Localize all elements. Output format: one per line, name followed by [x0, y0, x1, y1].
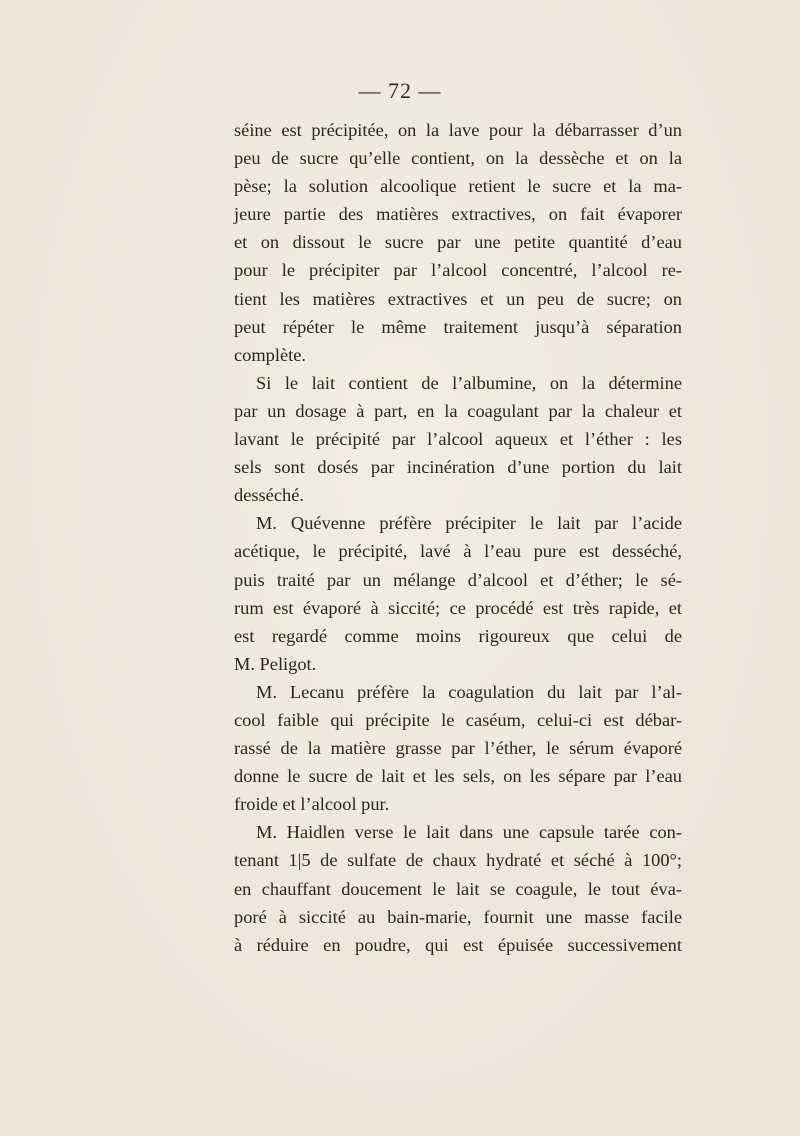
text-line: sels sont dosés par incinération d’une portion du lait	[234, 457, 682, 478]
paragraph-start-line: M. Haidlen verse le lait dans une capsule tarée con-	[256, 822, 682, 843]
text-line: lavant le précipité par l’alcool aqueux et l’éther : les	[234, 429, 682, 450]
text-line: acétique, le précipité, lavé à l’eau pure est desséché,	[234, 541, 682, 562]
body-text	[234, 116, 682, 959]
text-line: M. Peligot.	[234, 653, 317, 674]
paragraph-start-line: M. Quévenne préfère précipiter le lait par l’acide	[256, 513, 682, 534]
text-line: pèse; la solution alcoolique retient le sucre et la ma-	[234, 176, 682, 197]
text-line: pour le précipiter par l’alcool concentré, l’alcool re-	[234, 260, 682, 281]
text-line: jeure partie des matières extractives, on fait évaporer	[234, 204, 682, 225]
text-line: poré à siccité au bain-marie, fournit une masse facile	[234, 906, 682, 927]
text-line: froide et l’alcool pur.	[234, 794, 390, 815]
text-line: peut répéter le même traitement jusqu’à séparation	[234, 316, 682, 337]
text-line: par un dosage à part, en la coagulant par la chaleur et	[234, 400, 682, 421]
text-line: rum est évaporé à siccité; ce procédé est très rapide, et	[234, 597, 682, 618]
text-line: tient les matières extractives et un peu de sucre; on	[234, 288, 682, 309]
text-line: est regardé comme moins rigoureux que celui de	[234, 625, 682, 646]
text-line: complète.	[234, 344, 307, 365]
text-line: tenant 1|5 de sulfate de chaux hydraté et séché à 100°;	[234, 850, 682, 871]
text-line: donne le sucre de lait et les sels, on les sépare par l’eau	[234, 766, 682, 787]
text-line: rassé de la matière grasse par l’éther, le sérum évaporé	[234, 738, 682, 759]
text-line: puis traité par un mélange d’alcool et d’éther; le sé-	[234, 569, 682, 590]
text-line: en chauffant doucement le lait se coagule, le tout éva-	[234, 878, 682, 899]
text-line: et on dissout le sucre par une petite quantité d’eau	[234, 232, 682, 253]
text-line: peu de sucre qu’elle contient, on la dessèche et on la	[234, 148, 682, 169]
text-line: à réduire en poudre, qui est épuisée successivement	[234, 934, 682, 955]
text-line: desséché.	[234, 485, 304, 506]
text-line: cool faible qui précipite le caséum, celui-ci est débar-	[234, 709, 682, 730]
text-line: séine est précipitée, on la lave pour la débarrasser d’un	[234, 120, 682, 140]
paragraph-start-line: M. Lecanu préfère la coagulation du lait par l’al-	[256, 681, 682, 702]
page-number: — 72 —	[358, 78, 442, 103]
paragraph-start-line: Si le lait contient de l’albumine, on la détermine	[256, 372, 682, 393]
